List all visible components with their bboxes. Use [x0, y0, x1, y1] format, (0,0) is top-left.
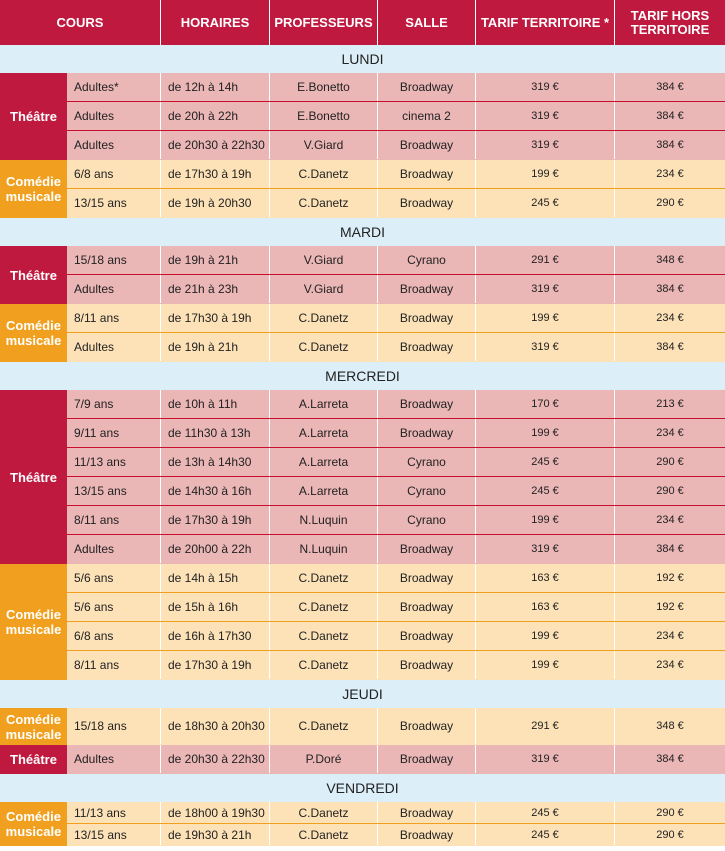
cell-salle: Broadway	[377, 275, 475, 303]
group-label-comedie-musicale: Comédie musicale	[0, 304, 67, 362]
cell-tarif-territoire: 245 €	[475, 802, 614, 823]
cell-professeur: C.Danetz	[269, 593, 377, 621]
cell-horaire: de 17h30 à 19h	[160, 304, 269, 332]
cell-tarif-territoire: 163 €	[475, 593, 614, 621]
cell-horaire: de 19h à 20h30	[160, 189, 269, 217]
cell-tarif-territoire: 291 €	[475, 246, 614, 274]
cell-horaire: de 15h à 16h	[160, 593, 269, 621]
cell-age: Adultes	[74, 138, 115, 152]
cell-salle: Broadway	[377, 390, 475, 418]
table-row	[67, 824, 725, 846]
cell-age: 5/6 ans	[74, 600, 114, 614]
group-label-comedie-musicale: Comédie musicale	[0, 708, 67, 745]
cell-salle: Broadway	[377, 593, 475, 621]
cell-professeur: A.Larreta	[269, 390, 377, 418]
cell-horaire: de 17h30 à 19h	[160, 160, 269, 188]
cell-tarif-territoire: 199 €	[475, 419, 614, 447]
header-professeurs: PROFESSEURS	[270, 0, 377, 45]
cell-tarif-hors-territoire: 384 €	[614, 275, 725, 303]
cell-professeur: C.Danetz	[269, 651, 377, 679]
cell-horaire: de 17h30 à 19h	[160, 506, 269, 534]
cell-salle: Broadway	[377, 131, 475, 159]
cell-age: 13/15 ans	[74, 484, 127, 498]
cell-professeur: N.Luquin	[269, 506, 377, 534]
cell-tarif-hors-territoire: 384 €	[614, 131, 725, 159]
header-salle: SALLE	[378, 0, 475, 45]
cell-salle: Broadway	[377, 73, 475, 101]
cell-tarif-territoire: 199 €	[475, 651, 614, 679]
cell-professeur: C.Danetz	[269, 304, 377, 332]
cell-horaire: de 13h à 14h30	[160, 448, 269, 476]
day-header: LUNDI	[0, 45, 725, 73]
cell-horaire: de 20h à 22h	[160, 102, 269, 130]
cell-tarif-hors-territoire: 290 €	[614, 802, 725, 823]
cell-horaire: de 14h à 15h	[160, 564, 269, 592]
table-row	[67, 73, 725, 102]
cell-age: 5/6 ans	[74, 571, 114, 585]
table-row	[67, 745, 725, 774]
table-row	[67, 477, 725, 506]
group-label-theatre: Théâtre	[0, 73, 67, 160]
table-row	[67, 131, 725, 160]
cell-professeur: E.Bonetto	[269, 73, 377, 101]
cell-professeur: A.Larreta	[269, 448, 377, 476]
cell-salle: Broadway	[377, 708, 475, 744]
cell-horaire: de 16h à 17h30	[160, 622, 269, 650]
cell-tarif-hors-territoire: 192 €	[614, 564, 725, 592]
cell-age: Adultes	[74, 109, 115, 123]
cell-tarif-hors-territoire: 290 €	[614, 477, 725, 505]
cell-professeur: C.Danetz	[269, 333, 377, 361]
cell-tarif-territoire: 319 €	[475, 275, 614, 303]
cell-tarif-hors-territoire: 384 €	[614, 73, 725, 101]
cell-salle: Cyrano	[377, 477, 475, 505]
cell-tarif-territoire: 319 €	[475, 535, 614, 563]
cell-horaire: de 19h à 21h	[160, 246, 269, 274]
cell-age: 8/11 ans	[74, 513, 120, 527]
cell-age: Adultes	[74, 340, 115, 354]
cell-professeur: C.Danetz	[269, 802, 377, 823]
cell-tarif-hors-territoire: 234 €	[614, 651, 725, 679]
cell-age: Adultes	[74, 282, 115, 296]
cell-tarif-hors-territoire: 348 €	[614, 246, 725, 274]
cell-salle: Broadway	[377, 160, 475, 188]
cell-professeur: C.Danetz	[269, 708, 377, 744]
cell-age: 6/8 ans	[74, 167, 114, 181]
table-row	[67, 651, 725, 680]
cell-tarif-territoire: 319 €	[475, 73, 614, 101]
cell-tarif-hors-territoire: 234 €	[614, 160, 725, 188]
cell-tarif-territoire: 199 €	[475, 622, 614, 650]
cell-professeur: V.Giard	[269, 275, 377, 303]
cell-professeur: V.Giard	[269, 246, 377, 274]
cell-age: 11/13 ans	[74, 455, 126, 469]
cell-age: 8/11 ans	[74, 311, 120, 325]
cell-salle: Broadway	[377, 535, 475, 563]
cell-horaire: de 19h30 à 21h	[160, 824, 269, 845]
cell-professeur: C.Danetz	[269, 622, 377, 650]
cell-professeur: E.Bonetto	[269, 102, 377, 130]
cell-professeur: N.Luquin	[269, 535, 377, 563]
cell-salle: cinema 2	[377, 102, 475, 130]
cell-tarif-territoire: 245 €	[475, 824, 614, 845]
cell-tarif-hors-territoire: 384 €	[614, 102, 725, 130]
cell-age: Adultes*	[74, 80, 119, 94]
cell-age: 11/13 ans	[74, 805, 126, 820]
group-label-theatre: Théâtre	[0, 246, 67, 304]
table-row	[67, 802, 725, 824]
cell-salle: Cyrano	[377, 448, 475, 476]
cell-age: 15/18 ans	[74, 719, 127, 733]
cell-tarif-territoire: 291 €	[475, 708, 614, 744]
group-label-theatre: Théâtre	[0, 745, 67, 774]
table-row	[67, 333, 725, 362]
table-row	[67, 564, 725, 593]
cell-professeur: C.Danetz	[269, 189, 377, 217]
cell-professeur: A.Larreta	[269, 477, 377, 505]
cell-professeur: C.Danetz	[269, 160, 377, 188]
cell-professeur: P.Doré	[269, 745, 377, 773]
cell-horaire: de 21h à 23h	[160, 275, 269, 303]
cell-salle: Cyrano	[377, 246, 475, 274]
cell-horaire: de 20h30 à 22h30	[160, 131, 269, 159]
cell-tarif-hors-territoire: 290 €	[614, 824, 725, 845]
cell-age: 8/11 ans	[74, 658, 120, 672]
cell-tarif-territoire: 319 €	[475, 131, 614, 159]
cell-tarif-territoire: 319 €	[475, 102, 614, 130]
header-tarif-territoire: TARIF TERRITOIRE *	[476, 0, 614, 45]
cell-tarif-hors-territoire: 290 €	[614, 448, 725, 476]
cell-horaire: de 20h30 à 22h30	[160, 745, 269, 773]
table-row	[67, 448, 725, 477]
table-row	[67, 102, 725, 131]
cell-horaire: de 18h00 à 19h30	[160, 802, 269, 823]
cell-tarif-territoire: 163 €	[475, 564, 614, 592]
header-cours: COURS	[0, 0, 160, 45]
cell-tarif-hors-territoire: 384 €	[614, 745, 725, 773]
cell-salle: Broadway	[377, 745, 475, 773]
table-row	[67, 160, 725, 189]
cell-professeur: C.Danetz	[269, 564, 377, 592]
cell-salle: Broadway	[377, 419, 475, 447]
table-row	[67, 304, 725, 333]
cell-tarif-hors-territoire: 384 €	[614, 333, 725, 361]
day-header: JEUDI	[0, 680, 725, 708]
table-row	[67, 622, 725, 651]
group-label-comedie-musicale: Comédie musicale	[0, 802, 67, 846]
cell-tarif-hors-territoire: 234 €	[614, 506, 725, 534]
cell-horaire: de 12h à 14h	[160, 73, 269, 101]
day-header: MARDI	[0, 218, 725, 246]
cell-age: 13/15 ans	[74, 827, 127, 842]
cell-professeur: V.Giard	[269, 131, 377, 159]
table-row	[67, 593, 725, 622]
cell-tarif-territoire: 245 €	[475, 189, 614, 217]
table-row	[67, 189, 725, 218]
cell-horaire: de 18h30 à 20h30	[160, 708, 269, 744]
cell-salle: Broadway	[377, 802, 475, 823]
cell-tarif-hors-territoire: 192 €	[614, 593, 725, 621]
table-row	[67, 275, 725, 304]
table-row	[67, 246, 725, 275]
cell-tarif-hors-territoire: 384 €	[614, 535, 725, 563]
cell-professeur: C.Danetz	[269, 824, 377, 845]
group-label-comedie-musicale: Comédie musicale	[0, 564, 67, 680]
cell-tarif-territoire: 199 €	[475, 160, 614, 188]
cell-horaire: de 11h30 à 13h	[160, 419, 269, 447]
cell-age: 15/18 ans	[74, 253, 127, 267]
table-row	[67, 506, 725, 535]
header-horaires: HORAIRES	[161, 0, 269, 45]
cell-tarif-hors-territoire: 234 €	[614, 622, 725, 650]
cell-age: Adultes	[74, 542, 115, 556]
cell-age: 9/11 ans	[74, 426, 120, 440]
cell-age: Adultes	[74, 752, 115, 766]
table-row	[67, 390, 725, 419]
cell-tarif-hors-territoire: 234 €	[614, 304, 725, 332]
table-row	[67, 708, 725, 745]
day-header: VENDREDI	[0, 774, 725, 802]
cell-horaire: de 17h30 à 19h	[160, 651, 269, 679]
group-label-comedie-musicale: Comédie musicale	[0, 160, 67, 218]
cell-horaire: de 10h à 11h	[160, 390, 269, 418]
cell-tarif-territoire: 170 €	[475, 390, 614, 418]
cell-tarif-territoire: 245 €	[475, 448, 614, 476]
cell-tarif-territoire: 199 €	[475, 506, 614, 534]
table-row	[67, 535, 725, 564]
cell-age: 7/9 ans	[74, 397, 114, 411]
day-header: MERCREDI	[0, 362, 725, 390]
cell-tarif-territoire: 319 €	[475, 333, 614, 361]
cell-tarif-territoire: 199 €	[475, 304, 614, 332]
cell-salle: Broadway	[377, 189, 475, 217]
cell-tarif-hors-territoire: 290 €	[614, 189, 725, 217]
cell-salle: Broadway	[377, 824, 475, 845]
cell-horaire: de 14h30 à 16h	[160, 477, 269, 505]
cell-horaire: de 20h00 à 22h	[160, 535, 269, 563]
table-row	[67, 419, 725, 448]
cell-professeur: A.Larreta	[269, 419, 377, 447]
cell-tarif-territoire: 245 €	[475, 477, 614, 505]
cell-tarif-territoire: 319 €	[475, 745, 614, 773]
cell-tarif-hors-territoire: 234 €	[614, 419, 725, 447]
cell-salle: Broadway	[377, 622, 475, 650]
cell-age: 6/8 ans	[74, 629, 114, 643]
cell-tarif-hors-territoire: 213 €	[614, 390, 725, 418]
cell-salle: Broadway	[377, 333, 475, 361]
cell-salle: Broadway	[377, 304, 475, 332]
header-tarif-hors-territoire: TARIF HORS TERRITOIRE	[615, 0, 725, 45]
group-label-theatre: Théâtre	[0, 390, 67, 564]
cell-tarif-hors-territoire: 348 €	[614, 708, 725, 744]
cell-salle: Broadway	[377, 651, 475, 679]
cell-horaire: de 19h à 21h	[160, 333, 269, 361]
cell-salle: Cyrano	[377, 506, 475, 534]
cell-age: 13/15 ans	[74, 196, 127, 210]
cell-salle: Broadway	[377, 564, 475, 592]
